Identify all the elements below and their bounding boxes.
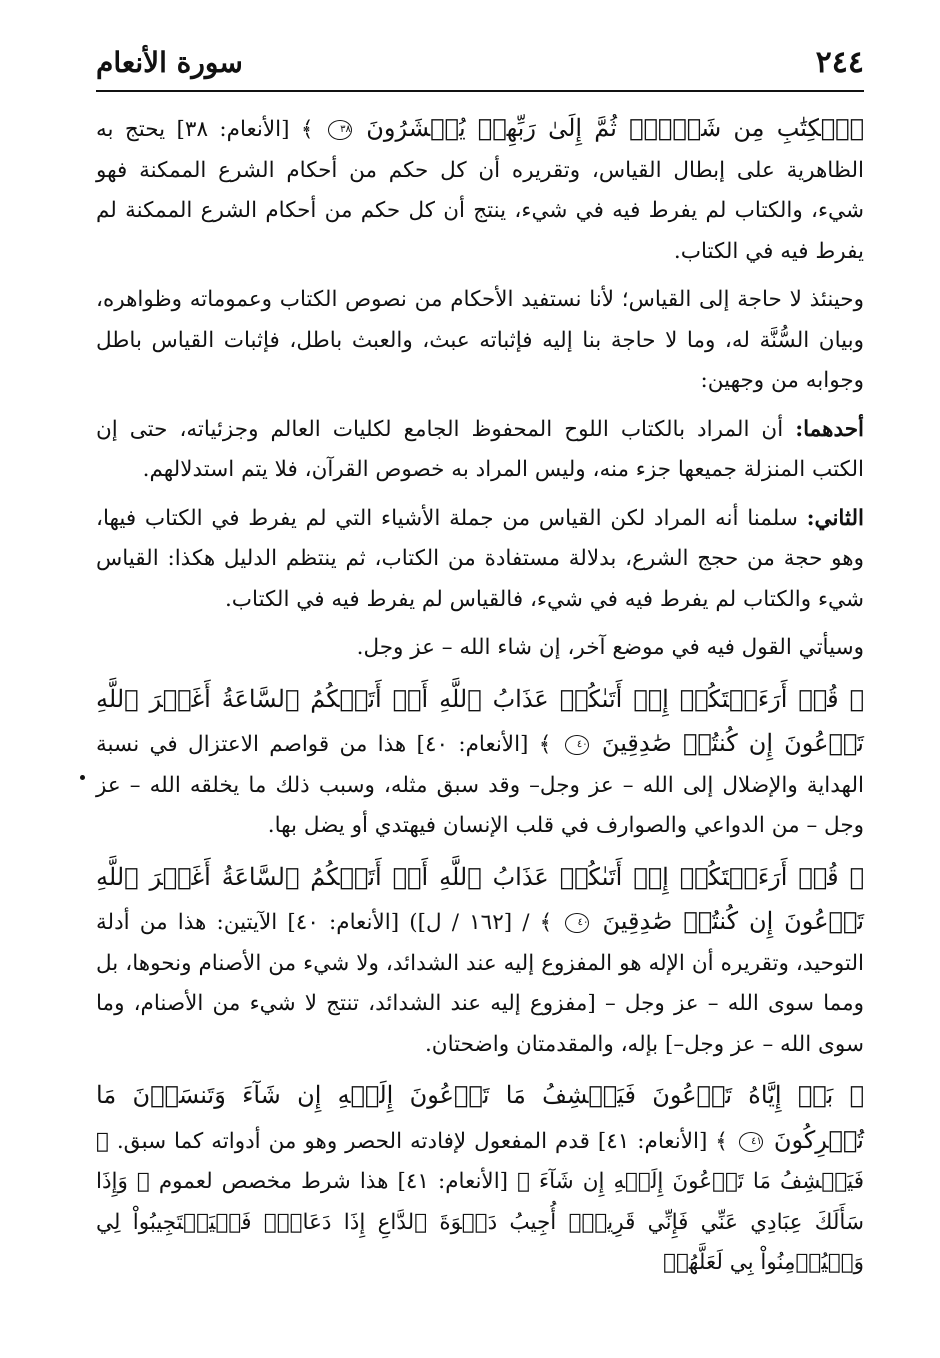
commentary-text: ﴾ [الأنعام: ٤١] قدم المفعول لإفادته الحصر وهو من أدواته كما سبق. ﴿ فَيَكۡشِفُ مَا تَدۡعُونَ إِلَيۡهِ إِن شَآءَ ﴾ [الأنعام: ٤١] هذا شرط مخصص لعموم ﴿ وَإِذَا سَأَلَكَ عِبَادِي عَنِّي فَإِنِّي قَرِيبٌۖ أُجِيبُ دَعۡوَةَ ٱلدَّاعِ إِذَا دَعَانِۖ فَلۡيَسۡتَجِيبُواْ لِي وَلۡيُؤۡمِنُواْ بِي لَعَلَّهُمۡ bbox=[96, 1128, 864, 1275]
quran-verse: ﴿ بَلۡ إِيَّاهُ تَدۡعُونَ فَيَكۡشِفُ مَا تَدۡعُونَ إِلَيۡهِ إِن شَآءَ وَتَنسَوۡنَ مَا تُشۡرِكُونَ bbox=[96, 1081, 864, 1154]
point-text: أن المراد بالكتاب اللوح المحفوظ الجامع لكليات العالم وجزئياته، حتى إن الكتب المنزلة جميعها جزء منه، وليس المراد به خصوص القرآن، فلا يتم استدلالهم. bbox=[96, 416, 864, 482]
ayah-number-icon: ٣٨ bbox=[328, 120, 352, 140]
commentary-text: ﴾ [الأنعام: ٣٨] يحتج به الظاهرية على إبطال القياس، وتقريره أن كل حكم من أحكام الشرع الممكنة فهو شيء، والكتاب لم يفرط فيه في شيء، ينتج أن كل حكم من أحكام الشرع الممكنة لم يفرط فيه في الكتاب. bbox=[96, 117, 864, 264]
paragraph-4 bbox=[96, 499, 864, 621]
quran-verse: ﴿ قُلۡ أَرَءَيۡتَكُمۡ إِنۡ أَتَىٰكُمۡ عَذَابُ ٱللَّهِ أَوۡ أَتَتۡكُمُ ٱلسَّاعَةُ أَغَيۡرَ ٱللَّهِ تَدۡعُونَ إِن كُنتُمۡ صَٰدِقِينَ bbox=[96, 862, 865, 935]
surah-title: سورة الأنعام bbox=[96, 45, 243, 79]
ayah-number-icon: ٤٠ bbox=[565, 735, 589, 755]
paragraph-1 bbox=[96, 106, 864, 272]
quran-verse: ٱلۡكِتَٰبِ مِن شَيۡءٖۚ ثُمَّ إِلَىٰ رَبِّهِمۡ يُحۡشَرُونَ bbox=[366, 114, 864, 142]
point-text: سلمنا أنه المراد لكن القياس من جملة الأشياء التي لم يفرط في الكتاب فيها، وهو حجة من حجج الشرع، بدلالة مستفادة من الكتاب، ثم ينتظم الدليل هكذا: القياس شيء والكتاب لم يفرط فيه في شيء، فالقياس لم يفرط فيه في الكتاب. bbox=[96, 505, 864, 612]
header-rule bbox=[96, 90, 864, 92]
commentary-text: ﴾ / [١٦٢ / ل]) [الأنعام: ٤٠] الآيتين: هذا من أدلة التوحيد، وتقريره أن الإله هو المفزوع إليه عند الشدائد، ولا شيء من الأصنام ونحوها، بل ومما سوى الله – عز وجل – [مفزوع إليه عند الشدائد، تنتج لا شيء من الأصنام، وما سوى الله – عز وجل–] بإله، والمقدمتان واضحتان. bbox=[96, 910, 864, 1057]
point-label: الثاني: bbox=[806, 505, 864, 531]
commentary-text: ﴾ [الأنعام: ٤٠] هذا من قواصم الاعتزال في نسبة الهداية والإضلال إلى الله – عز وجل– وقد سبق مثله، وسبب ذلك ما يخلقه الله – عز وجل – من الدواعي والصوارف في قلب الإنسان فيهتدي أو يضل بها. bbox=[96, 732, 864, 838]
paragraph-3 bbox=[96, 410, 864, 491]
page-body bbox=[96, 106, 864, 1292]
paragraph-7 bbox=[96, 855, 864, 1066]
paragraph-2: وحينئذ لا حاجة إلى القياس؛ لأنا نستفيد الأحكام من نصوص الكتاب وعموماته وظواهره، وبيان السُّنَّة له، وما لا حاجة بنا إليه فإثباته عبث، والعبث باطل، فإثبات القياس باطل وجوابه من وجهين: bbox=[96, 287, 864, 393]
quran-verse: ﴿ قُلۡ أَرَءَيۡتَكُمۡ إِنۡ أَتَىٰكُمۡ عَذَابُ ٱللَّهِ أَوۡ أَتَتۡكُمُ ٱلسَّاعَةُ أَغَيۡرَ ٱللَّهِ تَدۡعُونَ إِن كُنتُمۡ صَٰدِقِينَ bbox=[96, 684, 865, 757]
paragraph-5: وسيأتي القول فيه في موضع آخر، إن شاء الله – عز وجل. bbox=[356, 635, 864, 660]
margin-dot bbox=[80, 775, 85, 780]
paragraph-8 bbox=[96, 1073, 864, 1284]
paragraph-6 bbox=[96, 677, 864, 847]
page-header bbox=[96, 40, 864, 84]
ayah-number-icon: ٤١ bbox=[739, 1132, 763, 1152]
page-number: ٢٤٤ bbox=[815, 44, 864, 80]
ayah-number-icon: ٤٠ bbox=[565, 913, 589, 933]
point-label: أحدهما: bbox=[795, 416, 864, 442]
